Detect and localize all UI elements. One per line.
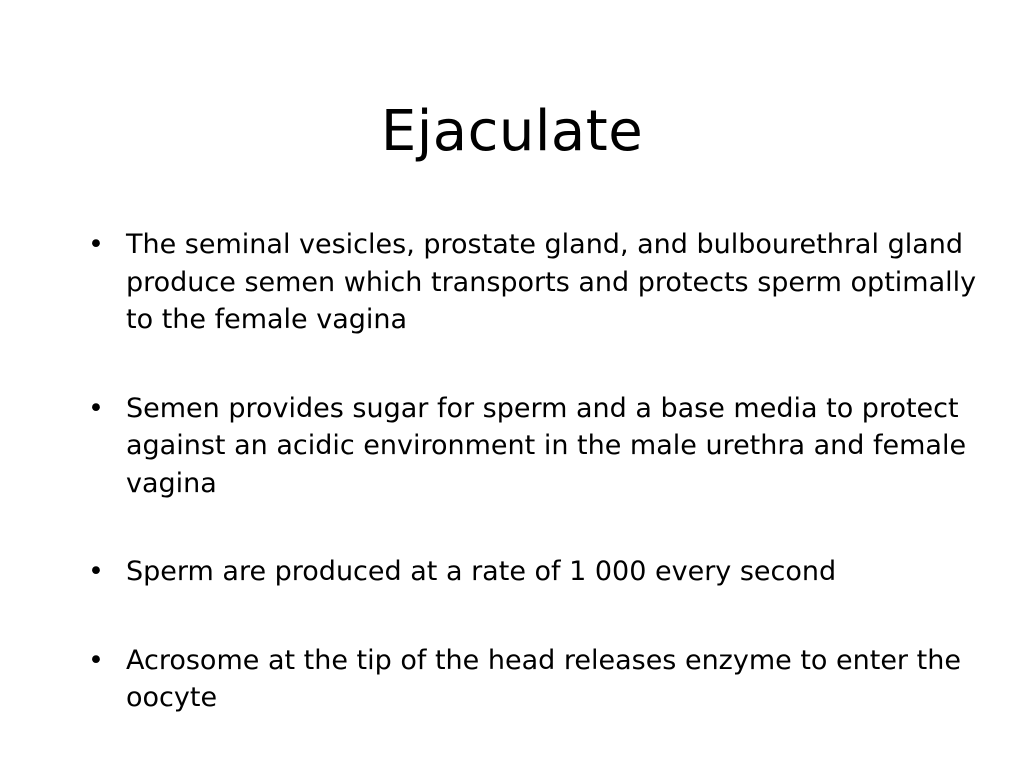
bullet-dot-icon: • [88,392,104,424]
bullet-item [88,226,988,339]
bullet-text: Sperm are produced at a rate of 1 000 every second [126,556,837,587]
bullet-item [88,553,988,591]
bullet-dot-icon: • [88,556,104,587]
bullet-item [88,390,988,503]
bullet-text: Acrosome at the tip of the head releases enzyme to enter the oocyte [126,644,961,713]
bullet-text: The seminal vesicles, prostate gland, and bulbourethral gland produce semen which transports and protects sperm optimally to the female vagina [126,229,977,335]
slide-title: Ejaculate [380,99,644,164]
bullet-text: Semen provides sugar for sperm and a base media to protect against an acidic environment in the male urethra and female vagina [126,392,967,499]
bullet-list [88,226,988,768]
bullet-dot-icon: • [88,644,104,676]
bullet-item [88,642,988,717]
bullet-dot-icon: • [88,229,104,260]
